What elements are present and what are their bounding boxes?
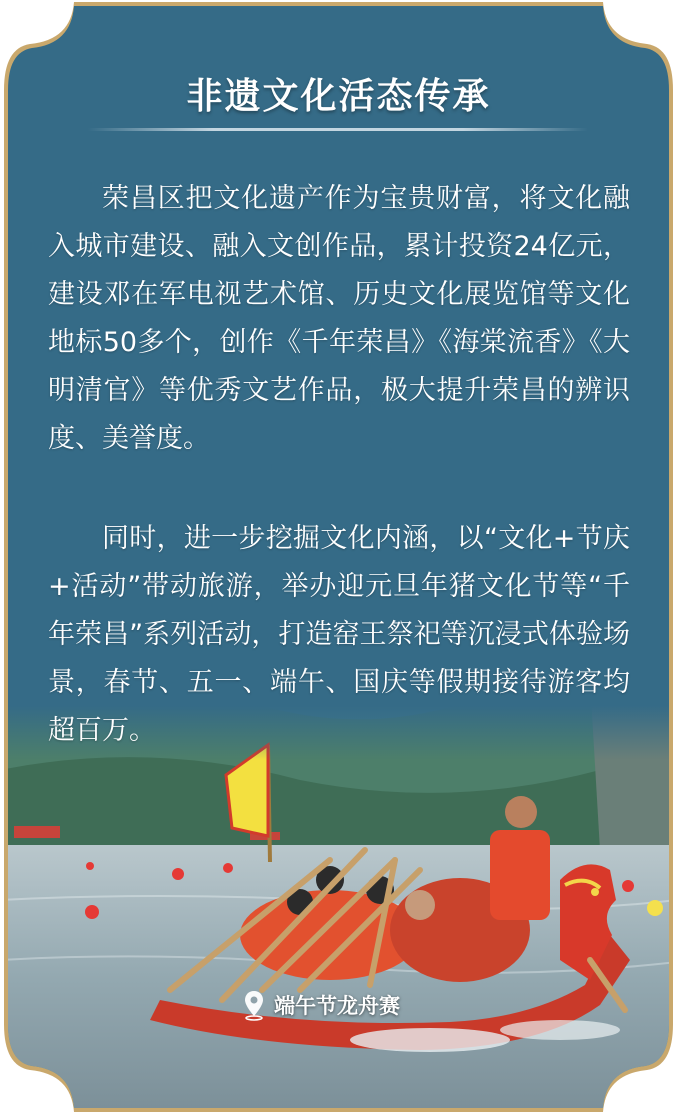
- location-pin-icon: [242, 989, 266, 1021]
- paragraph-1: 荣昌区把文化遗产作为宝贵财富，将文化融入城市建设、融入文创作品，累计投资24亿元，建设邓在军电视艺术馆、历史文化展览馆等文化地标50多个，创作《千年荣昌》《海棠流香》《大明清官》等优秀文艺作品，极大提升荣昌的辨识度、美誉度。: [48, 183, 630, 454]
- caption-text: 端午节龙舟赛: [274, 994, 400, 1018]
- page-title: 非遗文化活态传承: [186, 76, 491, 117]
- photo-caption: [242, 985, 400, 1025]
- paragraph-2: 同时，进一步挖掘文化内涵，以“文化+节庆+活动”带动旅游，举办迎元旦年猪文化节等“千年荣昌”系列活动，打造窑王祭祀等沉浸式体验场景，春节、五一、端午、国庆等假期接待游客均超百万。: [48, 523, 630, 746]
- title-divider: [88, 128, 588, 131]
